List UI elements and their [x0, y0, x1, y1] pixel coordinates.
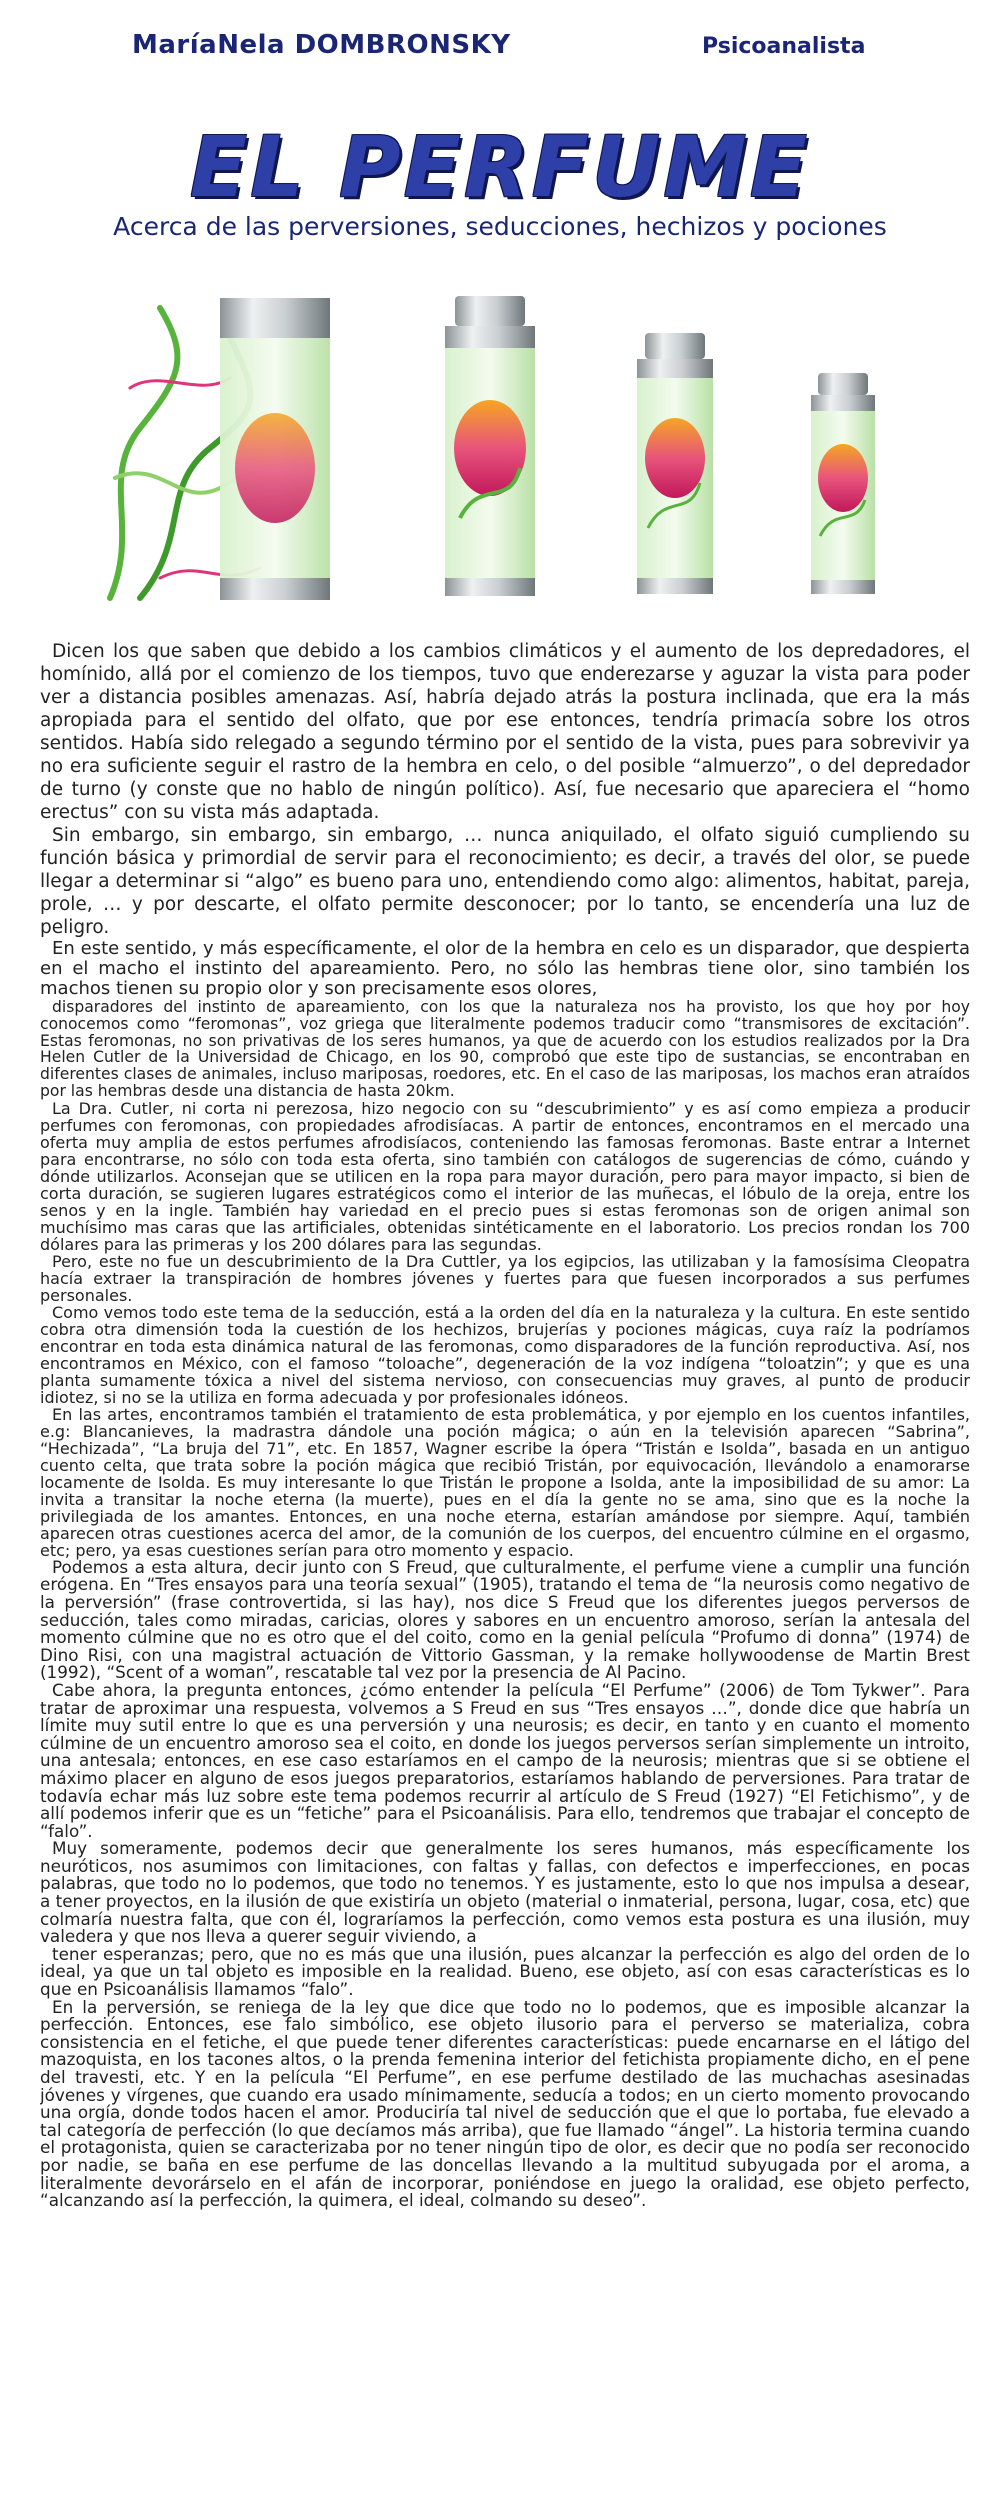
- paragraph: Podemos a esta altura, decir junto con S Freud, que culturalmente, el perfume viene a cumplir una función erógena. En “Tres ensayos para una teoría sexual” (1905), tratando el tema de “la neurosis como negativo de la perversión” (frase controvertida, si las hay), nos dice S Freud que los diferentes juegos perversos de seducción, tales como miradas, caricias, olores y sabores en un encuentro amoroso, serían la antesala del momento cúlmine que no es otro que el del coito, como en la genial película “Profumo di donna” (1974) de Dino Risi, con una magistral actuación de Vittorio Gassman, y la remake hollywoodense de Martin Brest (1992), “Scent of a woman”, rescatable tal vez por la presencia de Al Pacino.: [40, 1556, 970, 1683]
- header: [0, 30, 1000, 70]
- paragraph: Como vemos todo este tema de la seducción, está a la orden del día en la naturaleza y la cultura. En este sentido cobra otra dimensión toda la cuestión de los hechizos, brujerías y pociones mágicas, cuya raíz la podríamos encontrar en toda esta dinámica natural de las feromonas, como disparadores de la función reproductiva. Así, nos encontramos en México, con el famoso “toloache”, degeneración de la voz indígena “toloatzin”; y que es una planta sumamente tóxica a nivel del sistema nervioso, con consecuencias muy graves, al punto de producir idiotez, si no se la utiliza en forma adecuada y por profesionales idóneos.: [40, 1302, 970, 1407]
- paragraph: Sin embargo, sin embargo, sin embargo, … nunca aniquilado, el olfato siguió cumpliendo su función básica y primordial de servir para el reconocimiento; es decir, a través del olor, se puede llegar a determinar si “algo” es bueno para uno, entendiendo como algo: alimentos, habitat, pareja, prole, … y por descarte, el olfato permite desconocer; por lo tanto, se encendería una luz de peligro.: [40, 825, 970, 938]
- paragraph: La Dra. Cutler, ni corta ni perezosa, hizo negocio con su “descubrimiento” y es así como empieza a producir perfumes con feromonas, con propiedades afrodisíacas. A partir de entonces, encontramos en el mercado una oferta muy amplia de estos perfumes afrodisíacos, conteniendo las famosas feromonas. Baste entrar a Internet para encontrarse, no sólo con toda esta oferta, sino también con catálogos de sugerencias de cómo, cuándo y dónde utilizarlos. Aconsejan que se utilicen en la ropa para mayor duración, pero para mayor impacto, si bien de corta duración, se sugieren lugares estratégicos como el interior de las muñecas, el lóbulo de la oreja, entre los senos y en la ingle. También hay variedad en el precio pues si estas feromonas son de origen animal son muchísimo mas caras que las artificiales, obtenidas sintéticamente en el laboratorio. Los precios rondan los 700 dólares para las primeras y los 200 dólares para las segundas.: [40, 1098, 970, 1254]
- bottle-small: [637, 333, 713, 594]
- paragraph: En la perversión, se reniega de la ley que dice que todo no lo podemos, que es imposible alcanzar la perfección. Entonces, ese falo simbólico, ese objeto ilusorio para el perverso se materializa, cobra consistencia en el fetiche, el que puede tener diferentes características: puede encarnarse en el látigo del mazoquista, en los tacones altos, o la prenda femenina interior del fetichista propiamente dicho, en el pene del travesti, etc. Y en la película “El Perfume”, en ese perfume destilado de las muchachas asesinadas jóvenes y vírgenes, que cuando era usado mínimamente, seducía a todos; en un cierto momento provocando una orgía, donde todos hacen el amor. Produciría tal nivel de seducción que el que lo portaba, fue elevado a tal categoría de perfección (lo que decíamos más arriba), que fue llamado “ángel”. La historia termina cuando el protagonista, quien se caracterizaba por no tener ningún tipo de olor, es decir que no podía ser reconocido por nadie, se baña en ese perfume de las doncellas llevando a la multitud subyugada por el aroma, a literalmente devorárselo en el afán de incorporar, poniéndose en juego la oralidad, ese objeto perfecto, “alcanzando así la perfección, la quimera, el ideal, colmando su deseo”.: [40, 1996, 970, 2211]
- bottle-smallest: [811, 373, 875, 594]
- paragraph: Pero, este no fue un descubrimiento de la Dra Cuttler, ya los egipcios, las utilizaban y la famosísima Cleopatra hacía extraer la transpiración de hombres jóvenes y fuertes para que fuesen incorporados a sus perfumes personales.: [40, 1251, 970, 1305]
- bottle-medium: [445, 296, 535, 596]
- author-role: Psicoanalista: [702, 34, 866, 59]
- paragraph: En las artes, encontramos también el tratamiento de esta problemática, y por ejemplo en los cuentos infantiles, e.g: Blancanieves, la madrastra dándole una poción mágica; o aún en la televisión aparecen “Sabrina”, “Hechizada”, “La bruja del 71”, etc. En 1857, Wagner escribe la ópera “Tristán e Isolda”, basada en un antiguo cuento celta, que trata sobre la poción mágica que recibió Tristán, por equivocación, llevándolo a enamorarse locamente de Isolda. Es muy interesante lo que Tristán le propone a Isolda, ante la imposibilidad de su amor: La invita a transitar la noche eterna (la muerte), pues en el día la gente no se ama, sino que es la noche la privilegiada de los amantes. Entonces, en una noche eterna, estarían amándose por siempre. Aquí, también aparecen otras cuestiones acerca del amor, de la comunión de los cuerpos, del encuentro cúlmine en el orgasmo, etc; pero, ya esas cuestiones serían para otro momento y espacio.: [40, 1404, 970, 1560]
- paragraph: Cabe ahora, la pregunta entonces, ¿cómo entender la película “El Perfume” (2006) de Tom Tykwer”. Para tratar de aproximar una respuesta, volvemos a S Freud en sus “Tres ensayos …”, donde dice que habría un límite muy sutil entre lo que es una perversión y una neurosis; es decir, en tanto y en cuanto el momento cúlmine de un encuentro amoroso sea el coito, en donde los juegos perversos serían simplemente un introito, una antesala; entonces, en ese caso estaríamos en el campo de la neurosis; mientras que si se obtiene el máximo placer en alguno de esos juegos preparatorios, estaríamos hablando de perversiones. Para tratar de todavía echar más luz sobre este tema podemos recurrir al artículo de S Freud (1927) “El Fetichismo”, y de allí podemos inferir que es un “fetiche” para el Psicoanálisis. Para ello, tendremos que trabajar el concepto de “falo”.: [40, 1679, 970, 1841]
- article-body: [40, 640, 970, 2495]
- author-name: MaríaNela DOMBRONSKY: [132, 30, 511, 60]
- paragraph: disparadores del instinto de apareamiento, con los que la naturaleza nos ha provisto, los que hoy por hoy conocemos como “feromonas”, voz griega que literalmente podemos traducir como “transmisores de excitación”. Estas feromonas, no son privativas de los seres humanos, ya que de acuerdo con los estudios realizados por la Dra Helen Cutler de la Universidad de Chicago, en los 90, comprobó que este tipo de sustancias, se encontraban en diferentes clases de animales, incluso mariposas, roedores, etc. En el caso de las mariposas, los machos eran atraídos por las hembras desde una distancia de hasta 20km.: [40, 998, 970, 1100]
- paragraph: Muy someramente, podemos decir que generalmente los seres humanos, más específicamente los neuróticos, nos asumimos con limitaciones, con faltas y fallas, con defectos e imperfecciones, en pocas palabras, que todo no lo podemos, que todo no tenemos. Y es justamente, esto lo que nos impulsa a desear, a tener proyectos, en la ilusión de que existiría un objeto (material o inmaterial, persona, lugar, cosa, etc) que colmaría nuestra falta, que con él, lograríamos la perfección, como vemos esta postura es una ilusión, muy valedera y que nos lleva a querer seguir viviendo, a: [40, 1838, 970, 1947]
- paragraph: tener esperanzas; pero, que no es más que una ilusión, pues alcanzar la perfección es algo del orden de lo ideal, ya que un tal objeto es imposible en la realidad. Bueno, ese objeto, así con esas características es lo que en Psicoanálisis llamamos “falo”.: [40, 1943, 970, 2000]
- perfume-bottles-icon: [100, 278, 960, 608]
- paragraph: Dicen los que saben que debido a los cambios climáticos y el aumento de los depredadores, el homínido, allá por el comienzo de los tiempos, tuvo que enderezarse y aguzar la vista para poder ver a distancia posibles amenazas. Así, habría dejado atrás la postura inclinada, que era la más apropiada para el sentido del olfato, que por ese entonces, tendría primacía sobre los otros sentidos. Había sido relegado a segundo término por el sentido de la vista, pues para sobrevivir ya no era suficiente seguir el rastro de la hembra en celo, o del posible “almuerzo”, o del depredador de turno (y conste que no hablo de ningún político). Así, fue necesario que apareciera el “homo erectus” con su vista más adaptada.: [40, 641, 970, 823]
- paragraph: En este sentido, y más específicamente, el olor de la hembra en celo es un disparador, que despierta en el macho el instinto del apareamiento. Pero, no sólo las hembras tiene olor, sino también los machos tienen su propio olor y son precisamente esos olores,: [40, 938, 970, 999]
- bottle-large: [220, 298, 330, 600]
- page-subtitle: Acerca de las perversiones, seducciones, hechizos y pociones: [113, 212, 887, 241]
- page-title: EL PERFUME: [189, 118, 811, 216]
